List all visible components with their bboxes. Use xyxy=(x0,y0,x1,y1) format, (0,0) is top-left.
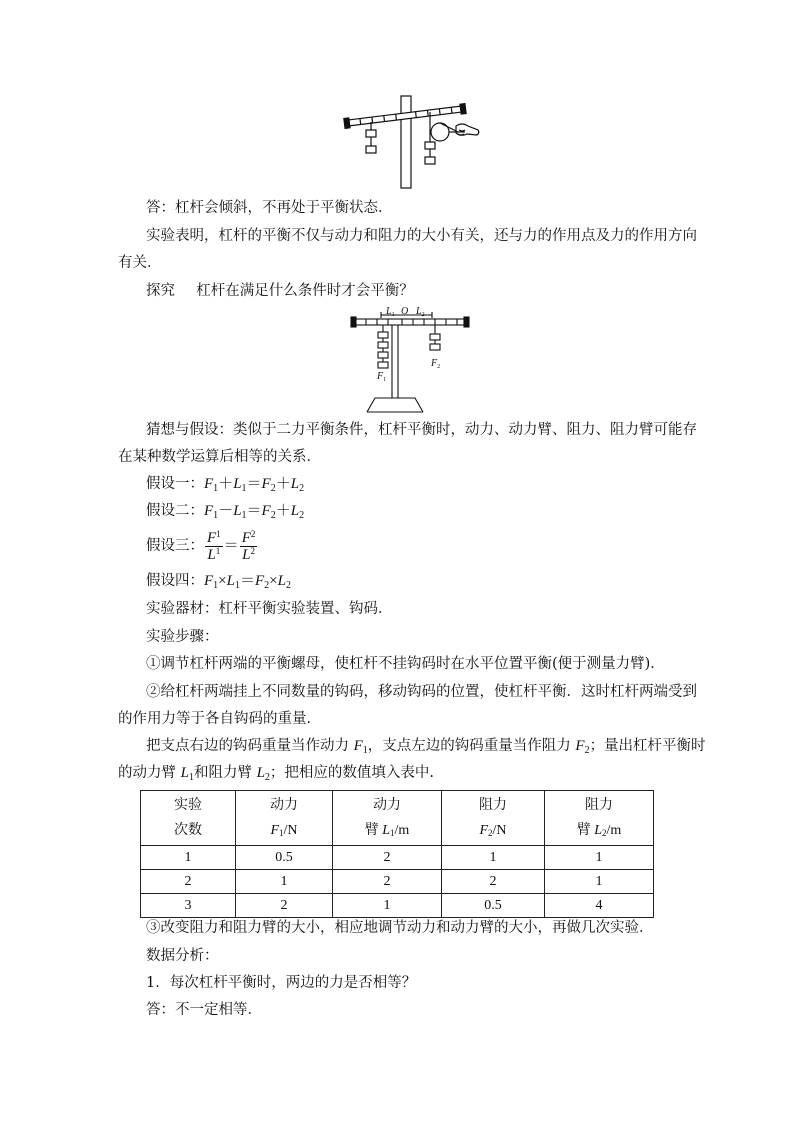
conclusion-line-2: 有关． xyxy=(118,255,162,271)
measure-line-2: 的动力臂 $L_1$和阻力臂 $L_2$；把相应的数值填入表中. xyxy=(118,765,435,783)
table-row xyxy=(141,870,654,894)
table-cell: 1 xyxy=(141,846,236,870)
table-cell: 2 xyxy=(333,870,442,894)
label-L1: $L_1$ xyxy=(386,306,395,318)
table-cell: 2 xyxy=(236,894,333,918)
table-row xyxy=(141,894,654,918)
conclusion-line-1: 实验表明，杠杆的平衡不仅与动力和阻力的大小有关，还与力的作用点及力的作用方向 xyxy=(146,228,697,244)
header-trial: 实验 次数 xyxy=(141,791,236,846)
table-cell: 1 xyxy=(545,846,654,870)
label-pivot-O: O xyxy=(401,306,409,317)
explore-question: 杠杆在满足什么条件时才会平衡？ xyxy=(196,283,414,299)
header-F2: 阻力 $F_2/N$ xyxy=(442,791,545,846)
hypothesis-4: 假设四：$F_1\times L_1=F_2\times L_2$ xyxy=(146,573,291,591)
header-F1: 动力 $F_1/N$ xyxy=(236,791,333,846)
balanced-lever-figure xyxy=(345,302,475,414)
table-cell: 1 xyxy=(545,870,654,894)
hypothesis-1: 假设一：$F_1+L_1=F_2+L_2$ xyxy=(146,476,305,494)
label-L2: $L_2$ xyxy=(416,306,425,318)
analysis-label: 数据分析： xyxy=(146,948,219,964)
table-cell: 2 xyxy=(333,846,442,870)
table-row xyxy=(141,846,654,870)
table-cell: 2 xyxy=(141,870,236,894)
hypothesis-3: 假设三： $\frac{F^1}{L^1}$ ＝ $\frac{F^2}{L^2}$ xyxy=(146,529,256,564)
step-1: ①调节杠杆两端的平衡螺母，使杠杆不挂钩码时在水平位置平衡(便于测量力臂)． xyxy=(146,656,665,672)
explore-heading xyxy=(146,281,706,301)
step-2-line-1: ②给杠杆两端挂上不同数量的钩码，移动钩码的位置，使杠杆平衡．这时杠杆两端受到 xyxy=(146,684,697,700)
tilted-lever-figure xyxy=(340,92,490,192)
answer-tilt: 答：杠杆会倾斜，不再处于平衡状态． xyxy=(146,200,393,216)
equipment: 实验器材：杠杆平衡实验装置、钩码． xyxy=(146,601,393,617)
guess-line-1: 猜想与假设：类似于二力平衡条件，杠杆平衡时，动力、动力臂、阻力、阻力臂可能存 xyxy=(146,422,697,438)
header-L2: 阻力 臂 $L_2/m$ xyxy=(545,791,654,846)
steps-label: 实验步骤： xyxy=(146,629,219,645)
table-cell: 2 xyxy=(442,870,545,894)
label-F1: $F_1$ xyxy=(377,371,387,383)
guess-line-2: 在某种数学运算后相等的关系． xyxy=(118,449,321,465)
table-cell: 0.5 xyxy=(236,846,333,870)
table-cell: 1 xyxy=(236,870,333,894)
header-L1: 动力 臂 $L_1/m$ xyxy=(333,791,442,846)
answer-2: 答：不一定相等． xyxy=(146,1002,262,1018)
table-cell: 4 xyxy=(545,894,654,918)
step-3: ③改变阻力和阻力臂的大小，相应地调节动力和动力臂的大小，再做几次实验． xyxy=(146,920,654,936)
table-cell: 0.5 xyxy=(442,894,545,918)
hypothesis-2: 假设二：$F_1-L_1=F_2+L_2$ xyxy=(146,503,305,521)
question-1: 1．每次杠杆平衡时，两边的力是否相等？ xyxy=(146,975,417,991)
table-cell: 3 xyxy=(141,894,236,918)
experiment-data-table xyxy=(140,790,654,918)
table-header-row xyxy=(141,791,654,846)
explore-label: 探究 xyxy=(146,283,175,299)
label-F2: $F_2$ xyxy=(431,358,441,370)
table-cell: 1 xyxy=(333,894,442,918)
measure-line-1: 把支点右边的钩码重量当作动力 $F_1$，支点左边的钩码重量当作阻力 $F_2$；量出杠杆平衡时 xyxy=(146,738,706,756)
table-cell: 1 xyxy=(442,846,545,870)
step-2-line-2: 的作用力等于各自钩码的重量． xyxy=(118,711,321,727)
